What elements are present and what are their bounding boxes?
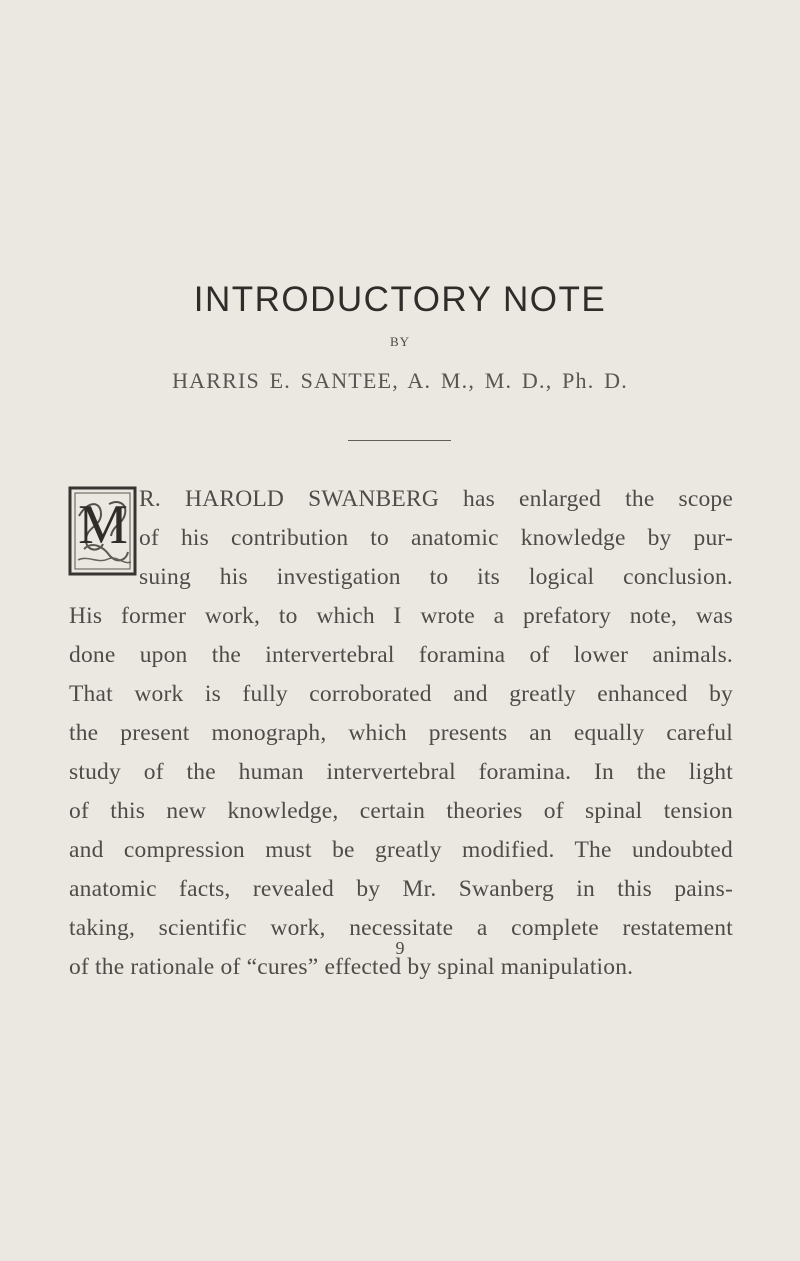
paragraph-line: done upon the intervertebral foramina of lower animals. xyxy=(69,642,733,668)
paragraph-line: suing his investigation to its logical conclusion. xyxy=(139,564,733,590)
paragraph-line: of his contribution to anatomic knowledge by pur- xyxy=(139,525,733,551)
decorative-initial-letter: M xyxy=(78,494,128,556)
introductory-paragraph xyxy=(69,480,733,987)
page-title: INTRODUCTORY NOTE xyxy=(193,280,607,319)
paragraph-line: and compression must be greatly modified. The undoubted xyxy=(69,837,733,863)
paragraph-line: study of the human intervertebral foramina. In the light xyxy=(69,759,733,785)
paragraph-line: taking, scientific work, necessitate a complete restatement xyxy=(69,915,733,941)
page-number: 9 xyxy=(395,938,405,958)
paragraph-line: of the rationale of “cures” effected by spinal manipulation. xyxy=(69,954,634,980)
paragraph-line: the present monograph, which presents an equally careful xyxy=(69,720,733,746)
paragraph-line: R. HAROLD SWANBERG has enlarged the scope xyxy=(139,486,733,512)
byline-label: BY xyxy=(389,334,411,349)
paragraph-line: That work is fully corroborated and greatly enhanced by xyxy=(69,681,733,707)
paragraph-line: anatomic facts, revealed by Mr. Swanberg in this pains- xyxy=(69,876,733,902)
author-name: HARRIS E. SANTEE, A. M., M. D., Ph. D. xyxy=(172,368,628,393)
paragraph-line: of this new knowledge, certain theories of spinal tension xyxy=(69,798,733,824)
paragraph-line: His former work, to which I wrote a prefatory note, was xyxy=(69,603,733,629)
section-divider xyxy=(348,440,451,441)
